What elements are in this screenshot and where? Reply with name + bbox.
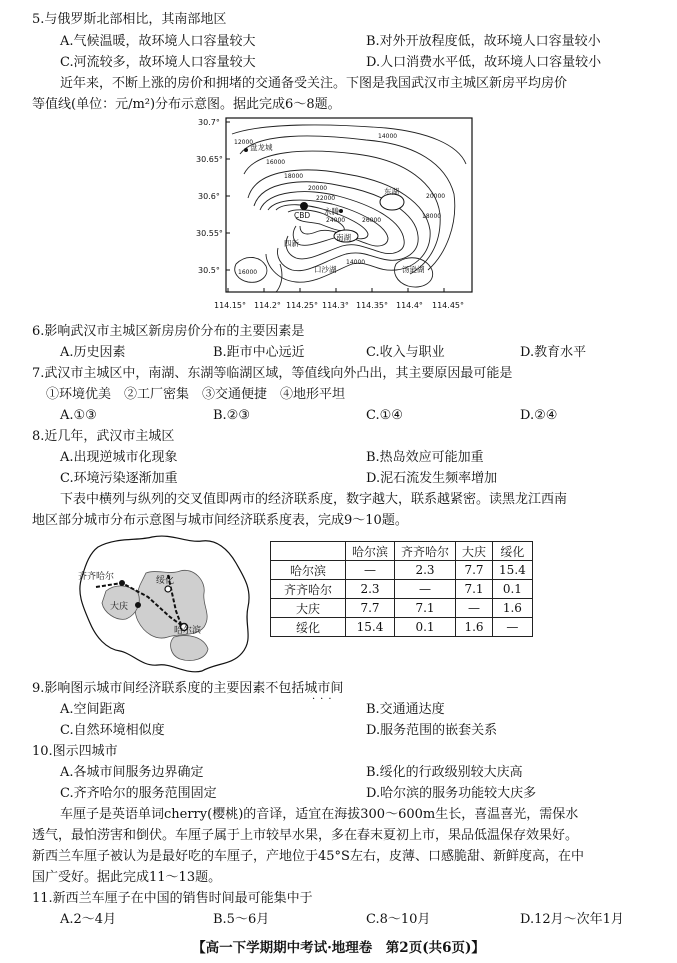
place-donghu: 东湖 (384, 187, 399, 196)
intro-6-8-line2: 等值线(单位：元/m²)分布示意图。据此完成6～8题。 (32, 97, 341, 112)
table-cell: 大庆 (271, 599, 346, 618)
heilongjiang-city-map (76, 533, 256, 675)
intro-6-8-line1: 近年来，不断上涨的房价和拥堵的交通备受关注。下图是我国武汉市主城区新房平均房价 (60, 76, 568, 91)
table-cell: 0.1 (493, 580, 533, 599)
q6-option-c: C.收入与职业 (366, 345, 445, 360)
place-tangxunhu: 汤逊湖 (402, 265, 425, 274)
contour-label-18000-east: 18000 (422, 213, 442, 220)
q9-option-d: D.服务范围的嵌套关系 (366, 723, 498, 738)
contour-label-18000: 18000 (284, 173, 304, 180)
table-header: 大庆 (456, 542, 493, 561)
table-cell: 7.1 (395, 599, 456, 618)
place-yongteng: 永腾 (324, 207, 339, 216)
city-harbin: 哈尔滨 (174, 626, 202, 636)
place-panlongcheng: 盘龙城 (250, 143, 273, 152)
place-sixin: 四新 (284, 239, 299, 248)
table-header: 齐齐哈尔 (395, 542, 456, 561)
intro-9-10-line2: 地区部分城市分布示意图与城市间经济联系度表，完成9～10题。 (32, 513, 408, 528)
q10-stem: 10.图示四城市 (32, 744, 118, 759)
table-cell: 齐齐哈尔 (271, 580, 346, 599)
contour-label-26000: 26000 (362, 217, 382, 224)
q5-option-b: B.对外开放程度低，故环境人口容量较小 (366, 34, 601, 49)
city-qiqihar: 齐齐哈尔 (78, 572, 115, 582)
table-row (271, 618, 533, 637)
table-cell: — (346, 561, 395, 580)
table-cell: 哈尔滨 (271, 561, 346, 580)
ytick-30-6: 30.6° (198, 192, 220, 201)
q11-option-b: B.5～6月 (213, 912, 270, 927)
xtick-114-4: 114.4° (396, 301, 423, 310)
q8-option-a: A.出现逆城市化现象 (60, 450, 178, 465)
ytick-30-65: 30.65° (196, 155, 223, 164)
page-footer: 【高一下学期期中考试·地理卷 第2页(共6页)】 (192, 940, 485, 956)
q7-stem: 7.武汉市主城区中，南湖、东湖等临湖区域，等值线向外凸出，其主要原因最可能是 (32, 366, 513, 381)
ytick-30-55: 30.55° (196, 229, 223, 238)
table-cell: 7.7 (346, 599, 395, 618)
intro-11-13-line3: 新西兰车厘子被认为是最好吃的车厘子，产地位于45°S左右，皮薄、口感脆甜、新鲜度高，在中 (32, 849, 584, 864)
q8-option-b: B.热岛效应可能加重 (366, 450, 484, 465)
table-header-corner (271, 542, 346, 561)
q8-stem: 8.近几年，武汉市主城区 (32, 429, 175, 444)
q7-option-d: D.②④ (520, 408, 558, 423)
emphasis-dots: ··· (312, 694, 337, 705)
contour-label-14000-top: 14000 (378, 133, 398, 140)
table-cell: 15.4 (493, 561, 533, 580)
table-header-row (271, 542, 533, 561)
q11-option-c: C.8～10月 (366, 912, 431, 927)
contour-label-20000-east: 20000 (426, 193, 446, 200)
contour-label-20000: 20000 (308, 185, 328, 192)
place-nanhu: 南湖 (336, 233, 351, 242)
table-cell: 2.3 (346, 580, 395, 599)
q6-option-b: B.距市中心远近 (213, 345, 305, 360)
q11-stem: 11.新西兰车厘子在中国的销售时间最可能集中于 (32, 891, 313, 906)
xtick-114-25: 114.25° (286, 301, 318, 310)
contour-label-22000: 22000 (316, 195, 336, 202)
ytick-30-5: 30.5° (198, 266, 220, 275)
xtick-114-35: 114.35° (356, 301, 388, 310)
contour-label-14000-south: 14000 (346, 259, 366, 266)
q5-stem: 5.与俄罗斯北部相比，其南部地区 (32, 12, 227, 27)
contour-label-16000: 16000 (266, 159, 286, 166)
table-header: 绥化 (493, 542, 533, 561)
q7-option-b: B.②③ (213, 408, 250, 423)
q10-option-b: B.绥化的行政级别较大庆高 (366, 765, 523, 780)
intro-11-13-line1: 车厘子是英语单词cherry(樱桃)的音译，适宜在海拔300～600m生长，喜温喜光，需保水 (60, 807, 579, 822)
intro-11-13-line2: 透气，最怕涝害和倒伏。车厘子属于上市较早水果，多在春末夏初上市，果品低温保存效果好。 (32, 828, 579, 843)
q7-option-a: A.①③ (60, 408, 97, 423)
table-cell: 1.6 (456, 618, 493, 637)
q10-option-d: D.哈尔滨的服务功能较大庆多 (366, 786, 537, 801)
table-cell: 绥化 (271, 618, 346, 637)
table-cell: 7.7 (456, 561, 493, 580)
q7-options-line: ①环境优美 ②工厂密集 ③交通便捷 ④地形平坦 (46, 387, 346, 402)
xtick-114-45: 114.45° (432, 301, 464, 310)
q5-option-c: C.河流较多，故环境人口容量较大 (60, 55, 256, 70)
q9-option-a: A.空间距离 (60, 702, 126, 717)
xtick-114-15: 114.15° (214, 301, 246, 310)
xtick-114-3: 114.3° (322, 301, 349, 310)
city-daqing: 大庆 (110, 602, 129, 612)
table-cell: — (456, 599, 493, 618)
place-koushahu: 口沙湖 (314, 265, 337, 274)
table-cell: — (395, 580, 456, 599)
q11-option-a: A.2～4月 (60, 912, 117, 927)
table-row (271, 580, 533, 599)
table-cell: — (493, 618, 533, 637)
table-cell: 15.4 (346, 618, 395, 637)
table-row (271, 599, 533, 618)
q7-option-c: C.①④ (366, 408, 403, 423)
q10-option-a: A.各城市间服务边界确定 (60, 765, 204, 780)
table-cell: 1.6 (493, 599, 533, 618)
q8-option-d: D.泥石流发生频率增加 (366, 471, 498, 486)
q6-option-d: D.教育水平 (520, 345, 587, 360)
table-header: 哈尔滨 (346, 542, 395, 561)
contour-label-16000-sw: 16000 (238, 269, 258, 276)
table-row (271, 561, 533, 580)
place-cbd: CBD (294, 211, 311, 220)
contour-label-12000: 12000 (234, 139, 254, 146)
ytick-30-7: 30.7° (198, 118, 220, 127)
q10-option-c: C.齐齐哈尔的服务范围固定 (60, 786, 217, 801)
intro-9-10-line1: 下表中横列与纵列的交叉值即两市的经济联系度，数字越大，联系越紧密。读黑龙江西南 (60, 492, 568, 507)
q9-option-c: C.自然环境相似度 (60, 723, 165, 738)
city-suihua: 绥化 (156, 576, 175, 586)
q11-option-d: D.12月～次年1月 (520, 912, 624, 927)
q6-stem: 6.影响武汉市主城区新房房价分布的主要因素是 (32, 324, 305, 339)
q9-stem: 9.影响图示城市间经济联系度的主要因素不包括城市间 (32, 681, 344, 696)
table-cell: 7.1 (456, 580, 493, 599)
table-cell: 2.3 (395, 561, 456, 580)
contour-label-24000: 24000 (326, 217, 346, 224)
wuhan-price-contour-map (196, 114, 478, 316)
economic-linkage-table (270, 541, 533, 637)
table-cell: 0.1 (395, 618, 456, 637)
q8-option-c: C.环境污染逐渐加重 (60, 471, 178, 486)
q5-option-d: D.人口消费水平低，故环境人口容量较小 (366, 55, 602, 70)
q9-option-b: B.交通通达度 (366, 702, 445, 717)
q5-option-a: A.气候温暖，故环境人口容量较大 (60, 34, 256, 49)
intro-11-13-line4: 国广受好。据此完成11～13题。 (32, 870, 222, 885)
q6-option-a: A.历史因素 (60, 345, 126, 360)
xtick-114-2: 114.2° (254, 301, 281, 310)
